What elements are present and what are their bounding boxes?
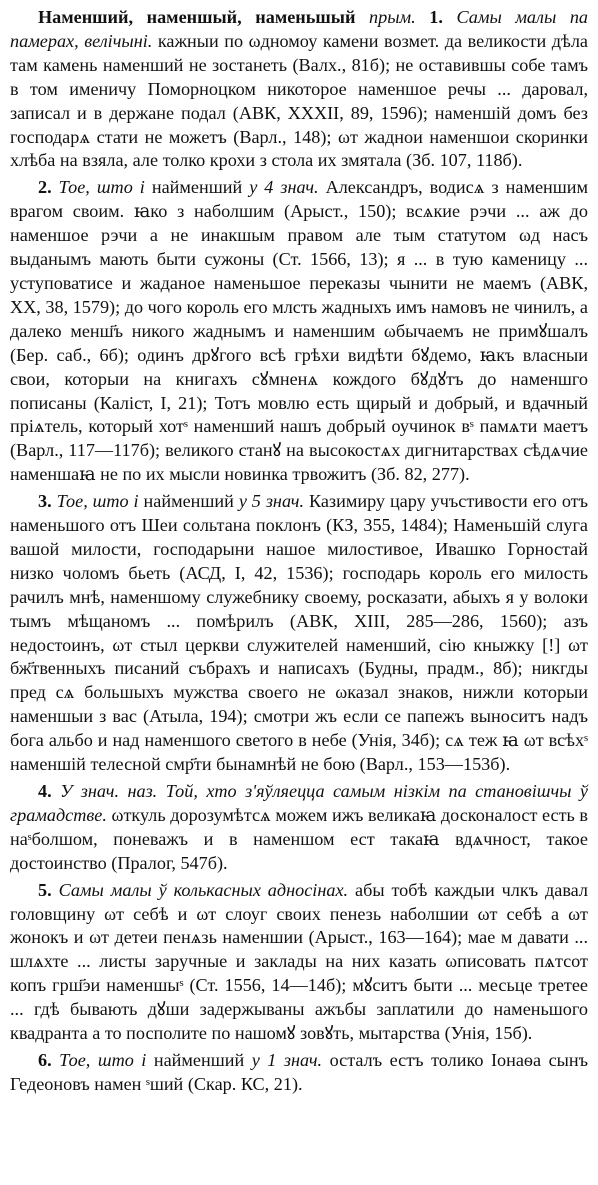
- sense-citations: Казимиру цару учъстивости его отъ наменьшого отъ Шеи сольтана поклонъ (КЗ, 355, 1484); Наменьшій слуга вашой милости, господарыни нашое милостивое, Ивашко Горностай низко чоломъ бьеть (АСД, I, 42, 1536); господарь король его милость рачилъ мнѣ, наменшому служебнику своему, росказати, абыхъ я у волоки тымъ мѣщаномъ ... помѣрилъ (АВК, XIII, 285—286, 1560); азъ недостоинъ, ωт стыл церкви служителей наменший, сію кныжку [!] ωт бж҃твенныхъ писаний събрахъ и написахъ (Будны, прадм., 8б); никгды пред сѧ большыхъ мужства своего не ωказал знаков, нижли которыи наменшыи з вас (Атыла, 194); смотри жъ если се папежъ выноситъ надъ бога альбо и над наменшого светого в небе (Унія, 34б); сѧ теж ꙗ ωт всѣхˢ наменшій телесной смр҃ти бынамнѣй не бою (Варл., 153—153б).: [10, 491, 589, 775]
- sense-definition: Самы малы ў колькасных адносінах.: [58, 879, 349, 900]
- sense-definition: Тое, што і: [58, 177, 145, 198]
- sense-definition: Тое, што і: [59, 1049, 147, 1070]
- sense-number: 2.: [38, 177, 52, 198]
- part-of-speech: прым.: [369, 7, 416, 27]
- sense-reference-meaning: у 4 знач.: [249, 177, 319, 198]
- sense-citations: ωткуль дорозумѣтсѧ можем ижъ великаꙗ досконалост есть в наˢболшом, поневажъ и в наменшом ест такаꙗ вдѧчност, такое достоинство (Пралог, 547б).: [10, 804, 588, 873]
- sense-citations: Александръ, водисѧ з наменшим врагом своим. ꙗко з наболшим (Арыст., 150); всѧкие рэчи ... аж до наменшое рэчи а не инакшым правом але тым статутом ωд насъ выданымъ мають быти сужоны (Ст. 1566, 13); я ... в тую каменицу ... уступоватисе и жаданое наменьшое переказы чынити не маемъ (АВК, XX, 38, 1579); до чого король его млсть жадныхъ имъ намовъ не чинилъ, а далеко менш҃ъ никого жаднымъ и наменшим ωбычаемъ не примꙋшалъ (Бер. саб., 6б); одинъ дрꙋгого всѣ грѣхи видѣти бꙋдемо, ꙗкъ власныи свои, которыи на книгахъ сꙋмненѧ кождого бꙋдꙋтъ до наменшго пописаны (Каліст, I, 21); Тотъ мовлю есть щирый и добрый, и вдачный пріѧтель, который хотˢ наменший нашъ добрый оучинок вˢ памѧти маетъ (Варл., 117—117б); великого станꙋ на высокостѧх дигнитарствах сѣдѧчие наменшаꙗ не по их мысли новинка трвожитъ (Зб. 82, 277).: [10, 177, 589, 485]
- sense-definition: Самы малы па памерах, велічыні.: [10, 7, 589, 51]
- sense-4: [10, 780, 588, 876]
- sense-number: 1.: [429, 7, 443, 27]
- sense-3: [10, 490, 588, 777]
- sense-number: 6.: [38, 1049, 52, 1070]
- sense-number: 5.: [38, 879, 52, 900]
- sense-6: [10, 1049, 588, 1097]
- sense-reference-word: найменший: [151, 177, 243, 198]
- headword: Наменший, наменшый, наменьшый: [38, 7, 356, 27]
- sense-number: 3.: [38, 491, 52, 512]
- sense-1: [10, 6, 588, 173]
- sense-number: 4.: [38, 781, 52, 801]
- sense-citations: абы тобѣ каждыи члкъ давал головщину ωт себѣ и ωт слоуг своих пенезь наболшии ωт себѣ а ωт жонокъ и ωт детеи пенѧзь наменшии (Арыст., 163—164); мае м давати ... шлѧхте ... листы заручные и заклады на них казать ωписовать пѧтсот копъ грш҃эи наменшыˢ (Ст. 1556, 14—14б); мꙋситъ быти ... месьце третее ... гдѣ бывають дꙋши задержываны ажъбы заплатили до наменьшого квадранта а то посполите по нашомꙋ зовꙋть, мытарства (Унія, 15б).: [10, 879, 588, 1044]
- sense-citations: кажныи по ωдномоу камени возмет. да великости дѣла там камень наменший не зостанеть (Валх., 81б); не оставившы собе тамъ в том именичу Поморноцком никоторое наменшое речы ... даровал, записал и в держане подал (АВК, XXXII, 89, 1596); наменшій домъ без господарѧ стати не можетъ (Варл., 148); ωт жаднои наменшои скоринки хлѣба на взяла, але толко крохи з стола их змятала (Зб. 107, 118б).: [10, 30, 588, 171]
- sense-reference-word: найменший: [143, 491, 234, 512]
- sense-2: [10, 176, 588, 487]
- sense-reference-meaning: у 1 знач.: [251, 1049, 323, 1070]
- sense-citations: осталъ естъ толико Іонаѳа сынъ Гедеоновъ намен ˢший (Скар. КС, 21).: [10, 1049, 589, 1094]
- sense-5: [10, 879, 588, 1046]
- sense-definition: У знач. наз. Той, хто з'яўляецца самым нізкім па становішчы ў грамадстве.: [10, 781, 589, 825]
- sense-definition: Тое, што і: [56, 491, 139, 512]
- sense-reference-word: найменший: [153, 1049, 245, 1070]
- sense-reference-meaning: у 5 знач.: [238, 491, 305, 512]
